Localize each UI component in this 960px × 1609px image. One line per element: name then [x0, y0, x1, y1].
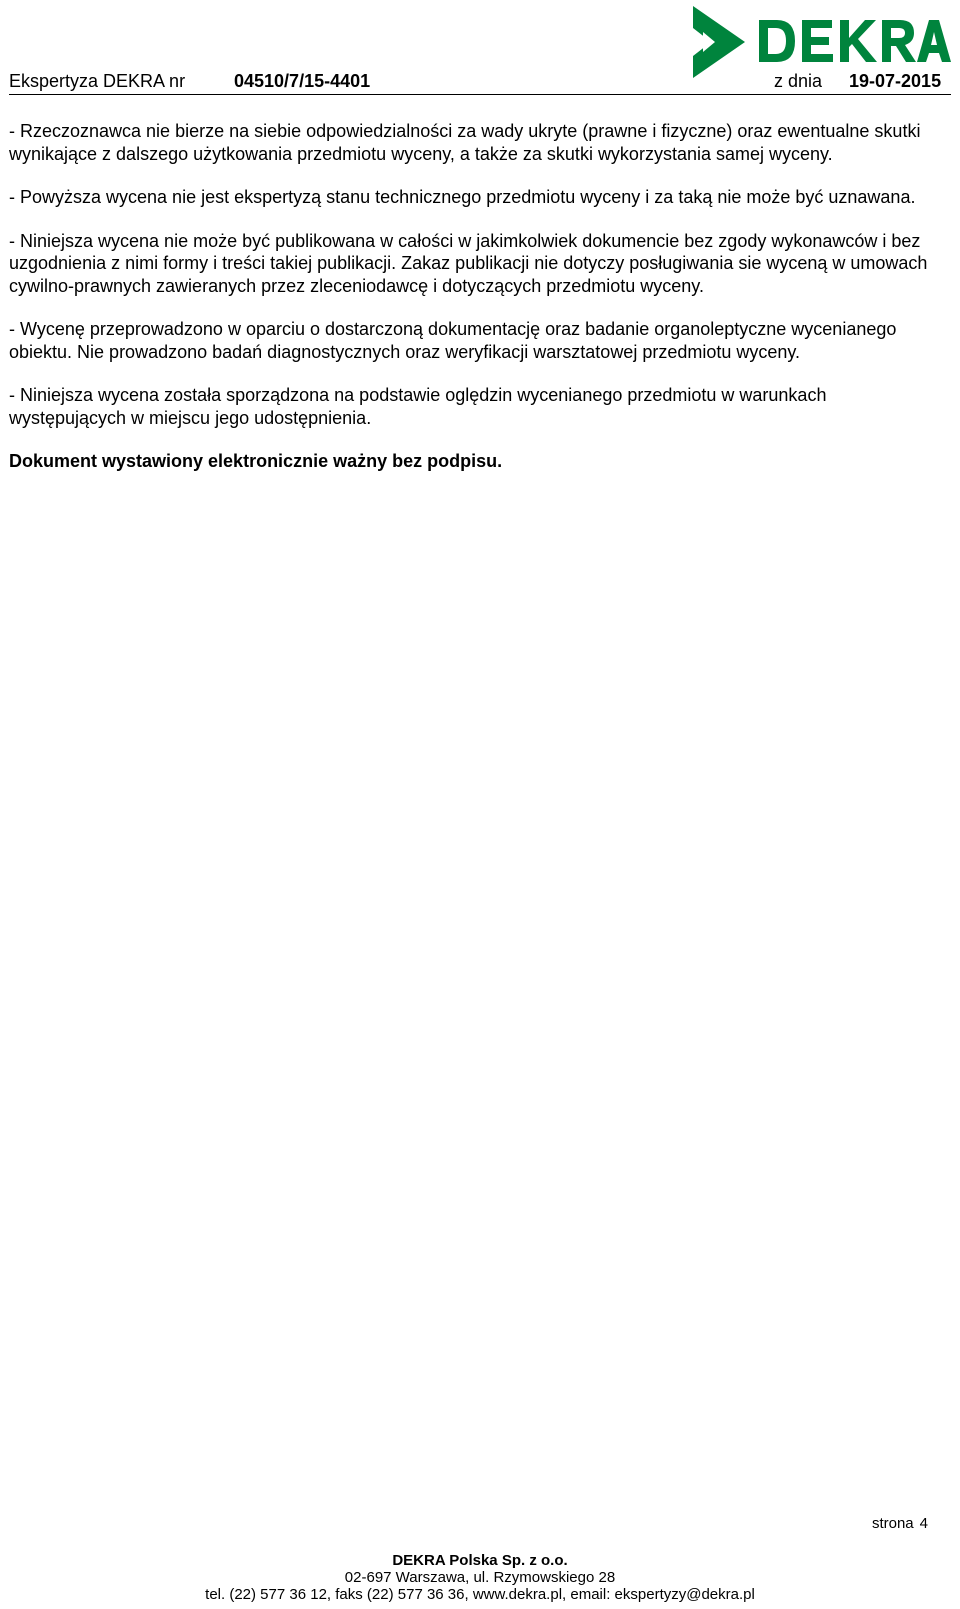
closing-note: Dokument wystawiony elektronicznie ważny bez podpisu.: [9, 451, 503, 471]
report-date: 19-07-2015: [849, 71, 942, 91]
paragraph-not-technical-expertise: - Powyższa wycena nie jest ekspertyzą stanu technicznego przedmiotu wyceny i za taką nie może być uznawana.: [9, 187, 916, 207]
page-footer: [0, 1552, 960, 1603]
date-label: z dnia: [774, 71, 823, 91]
report-label: Ekspertyza DEKRA nr: [9, 71, 186, 91]
paragraph-publication-ban: - Niniejsza wycena nie może być publikowana w całości w jakimkolwiek dokumencie bez zgody wykonawców i bez uzgodnienia z nimi formy i treści takiej publikacji. Zakaz publikacji nie dotyczy posługiwania sie wyceną w umowach cywilno-prawnych zawieranych przez zleceniodawcę i dotyczących przedmiotu wyceny.: [9, 230, 928, 296]
footer-company: DEKRA Polska Sp. z o.o.: [392, 1552, 568, 1569]
dekra-logo-icon: [689, 6, 951, 78]
footer-contact: tel. (22) 577 36 12, faks (22) 577 36 36, www.dekra.pl, email: ekspertyzy@dekra.pl: [205, 1586, 755, 1603]
report-number: 04510/7/15-4401: [234, 71, 371, 91]
page-label: strona: [871, 1515, 914, 1532]
paragraph-liability: - Rzeczoznawca nie bierze na siebie odpowiedzialności za wady ukryte (prawne i fizyczne) oraz ewentualne skutki wynikające z dalszego użytkowania przedmiotu wyceny, a także za skutki wykorzystania samej wyceny.: [9, 121, 921, 164]
paragraph-inspection-conditions: - Niniejsza wycena została sporządzona na podstawie oględzin wycenianego przedmiotu w warunkach występujących w miejscu jego udostępnienia.: [9, 385, 827, 428]
page-header: [9, 0, 951, 96]
document-body: [9, 120, 944, 494]
page-number-value: 4: [919, 1515, 928, 1532]
footer-address: 02-697 Warszawa, ul. Rzymowskiego 28: [344, 1569, 616, 1586]
header-divider: [9, 94, 951, 95]
page-number: [872, 1515, 928, 1533]
paragraph-basis-of-valuation: - Wycenę przeprowadzono w oparciu o dostarczoną dokumentację oraz badanie organoleptyczne wycenianego obiektu. Nie prowadzono badań diagnostycznych oraz weryfikacji warsztatowej przedmiotu wyceny.: [9, 319, 897, 362]
